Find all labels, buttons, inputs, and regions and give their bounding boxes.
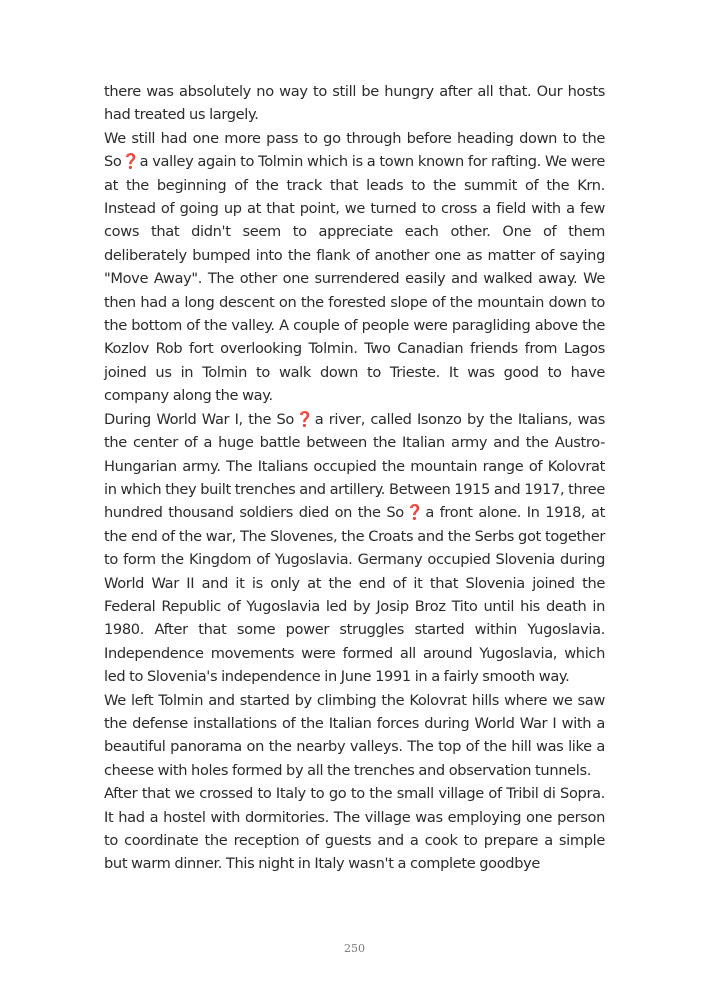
paragraph-5: After that we crossed to Italy to go to the small village of Tribil di Sopra. It had a hostel with dormitories. The village was employing one person to coordinate the reception of guests and a cook to prepare a simple but warm dinner. This night in Italy wasn't a complete goodbye xyxy=(104,785,605,873)
page-number: 250 xyxy=(344,942,365,955)
body-text xyxy=(104,80,605,876)
paragraph-1: there was absolutely no way to still be hungry after all that. Our hosts had treated us largely. xyxy=(104,83,605,124)
paragraph-4: We left Tolmin and started by climbing the Kolovrat hills where we saw the defense installations of the Italian forces during World War I with a beautiful panorama on the nearby valleys. The top of the hill was like a cheese with holes formed by all the trenches and observation tunnels. xyxy=(104,691,605,779)
paragraph-3: During World War I, the So❓a river, called Isonzo by the Italians, was the center of a huge battle between the Italian army and the Austro-Hungarian army. The Italians occupied the mountain range of Kolovrat in which they built trenches and artillery. Between 1915 and 1917, three hundred thousand soldiers died on the So❓a front alone. In 1918, at the end of the war, The Slovenes, the Croats and the Serbs got together to form the Kingdom of Yugoslavia. Germany occupied Slovenia during World War II and it is only at the end of it that Slovenia joined the Federal Republic of Yugoslavia led by Josip Broz Tito until his death in 1980. After that some power struggles started within Yugoslavia. Independence movements were formed all around Yugoslavia, which led to Slovenia's independence in June 1991 in a fairly smooth way. xyxy=(104,410,605,686)
paragraph-2: We still had one more pass to go through before heading down to the So❓a valley again to Tolmin which is a town known for rafting. We were at the beginning of the track that leads to the summit of the Krn. Instead of going up at that point, we turned to cross a field with a few cows that didn't seem to appreciate each other. One of them deliberately bumped into the flank of another one as matter of saying "Move Away". The other one surrendered easily and walked away. We then had a long descent on the forested slope of the mountain down to the bottom of the valley. A couple of people were paragliding above the Kozlov Rob fort overlooking Tolmin. Two Canadian friends from Lagos joined us in Tolmin to walk down to Trieste. It was good to have company along the way. xyxy=(104,129,605,405)
